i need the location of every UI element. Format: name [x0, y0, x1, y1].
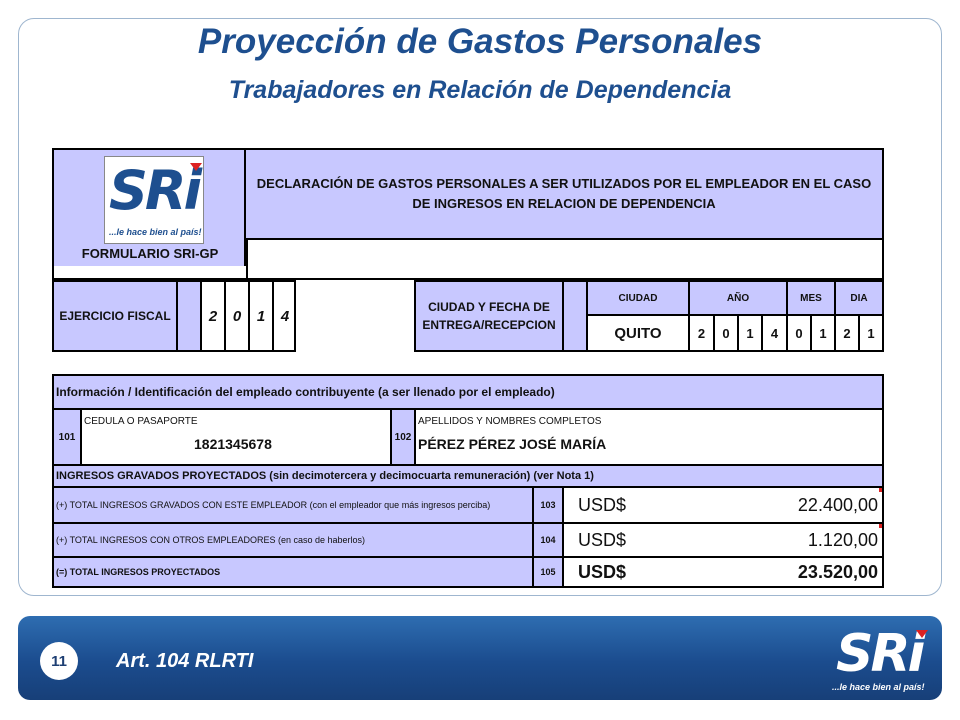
year-digit: 2 — [688, 316, 713, 350]
delivery-block — [414, 280, 884, 352]
page-number-badge: 11 — [40, 642, 78, 680]
cell-marker-icon — [879, 488, 882, 492]
slide-subtitle: Trabajadores en Relación de Dependencia — [228, 76, 732, 104]
fiscal-year-digit: 0 — [224, 282, 248, 350]
year-digit: 4 — [761, 316, 786, 350]
sri-logo — [104, 156, 204, 244]
currency-label: USD$ — [578, 494, 627, 515]
currency-label: USD$ — [578, 561, 627, 582]
fiscal-year-digit: 1 — [248, 282, 272, 350]
id-field — [80, 410, 390, 464]
id-value: 1821345678 — [194, 436, 272, 452]
city-value: QUITO — [586, 316, 688, 350]
day-caption: DIA — [834, 282, 882, 316]
employee-info-block — [52, 374, 884, 588]
fiscal-year-digit: 4 — [272, 282, 296, 350]
name-field — [414, 410, 882, 464]
form-header — [52, 148, 884, 280]
form-name: FORMULARIO SRI-GP — [81, 246, 219, 261]
year-caption: AÑO — [688, 282, 786, 316]
field-code-101: 101 — [54, 410, 80, 464]
fiscal-year-digit: 2 — [200, 282, 224, 350]
city-caption: CIUDAD — [586, 282, 688, 316]
logo-accent-icon — [190, 163, 202, 171]
sri-logo-text: SRi — [109, 159, 199, 222]
fiscal-year-label: EJERCICIO FISCAL — [54, 282, 176, 350]
field-code-102: 102 — [390, 410, 414, 464]
header-blank-area — [246, 240, 882, 280]
income-amount: 23.520,00 — [797, 561, 878, 582]
income-row-code: 103 — [532, 488, 562, 522]
day-digit: 2 — [834, 316, 858, 350]
income-row-value — [562, 556, 882, 586]
month-caption: MES — [786, 282, 834, 316]
fiscal-year-spacer — [176, 282, 200, 350]
footer-sri-logo: SRi — [836, 624, 923, 684]
month-digit: 1 — [810, 316, 834, 350]
income-amount: 1.120,00 — [807, 529, 878, 550]
fiscal-year-block — [52, 280, 296, 352]
income-row-code: 104 — [532, 522, 562, 556]
currency-label: USD$ — [578, 529, 627, 550]
income-row-value — [562, 488, 882, 522]
delivery-label: CIUDAD Y FECHA DE ENTREGA/RECEPCION — [416, 282, 562, 350]
name-value: PÉREZ PÉREZ JOSÉ MARÍA — [418, 436, 607, 452]
month-digit: 0 — [786, 316, 810, 350]
declaration-title: DECLARACIÓN DE GASTOS PERSONALES A SER UTILIZADOS POR EL EMPLEADOR EN EL CASO DE INGRESOS EN RELACION DE DEPENDENCIA — [246, 150, 882, 240]
income-row-code: 105 — [532, 556, 562, 586]
slide-title: Proyección de Gastos Personales — [197, 22, 763, 61]
income-section-title: INGRESOS GRAVADOS PROYECTADOS (sin decimotercera y decimocuarta remuneración) (ver Nota 1) — [54, 464, 882, 488]
year-digit: 0 — [713, 316, 737, 350]
income-row-value — [562, 522, 882, 556]
income-row-label: (+) TOTAL INGRESOS GRAVADOS CON ESTE EMPLEADOR (con el empleador que más ingresos perciba) — [54, 488, 532, 522]
article-reference: Art. 104 RLRTI — [116, 650, 254, 672]
id-caption: CEDULA O PASAPORTE — [84, 416, 198, 427]
delivery-spacer — [562, 282, 586, 350]
name-caption: APELLIDOS Y NOMBRES COMPLETOS — [418, 416, 602, 427]
day-digit: 1 — [858, 316, 882, 350]
logo-cell — [54, 150, 246, 266]
employee-section-title: Información / Identificación del empleado contribuyente (a ser llenado por el empleado) — [54, 376, 882, 410]
income-row-label: (=) TOTAL INGRESOS PROYECTADOS — [54, 556, 532, 586]
income-row-label: (+) TOTAL INGRESOS CON OTROS EMPLEADORES (en caso de haberlos) — [54, 522, 532, 556]
sri-logo-tagline: ...le hace bien al país! — [109, 227, 202, 237]
footer-logo-tagline: ...le hace bien al país! — [832, 682, 925, 692]
income-amount: 22.400,00 — [797, 494, 878, 515]
year-digit: 1 — [737, 316, 761, 350]
cell-marker-icon — [879, 524, 882, 528]
footer-logo-accent-icon — [916, 630, 928, 638]
